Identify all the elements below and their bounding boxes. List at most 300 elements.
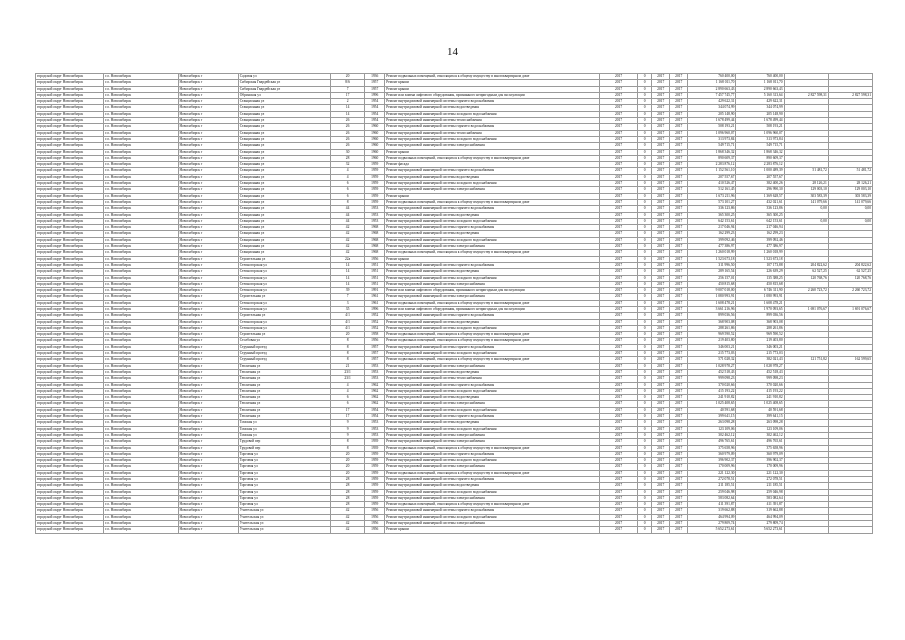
table-cell-cost_a: 1 000 489,39	[736, 168, 784, 174]
table-cell-plan_year: 2017	[599, 237, 637, 243]
table-cell-cost_total: 411 391,87	[688, 502, 736, 508]
table-cell-y2: 2017	[670, 407, 688, 413]
table-cell-settlement: Новосибирск г	[178, 470, 238, 476]
table-cell-cost_total: 760 400,00	[688, 74, 736, 80]
table-cell-y2: 2017	[670, 162, 688, 168]
table-cell-year: 1996	[365, 92, 385, 98]
table-cell-fund: 0	[638, 495, 652, 501]
table-cell-house: 28	[331, 155, 365, 161]
table-cell-city: г.о. Новосибирск	[104, 181, 178, 187]
table-cell-year: 1956	[365, 338, 385, 344]
table-cell-y2: 2017	[670, 118, 688, 124]
table-cell-house: 28	[331, 489, 365, 495]
table-cell-fund: 0	[638, 256, 652, 262]
table-cell-plan_year: 2017	[599, 369, 637, 375]
table-cell-settlement: Новосибирск г	[178, 477, 238, 483]
table-cell-house: 17	[331, 414, 365, 420]
table-cell-street: Степногорская ул	[238, 288, 330, 294]
table-cell-district: городской округ Новосибирск	[36, 451, 104, 457]
table-cell-year: 1959	[365, 199, 385, 205]
table-cell-fund: 0	[638, 445, 652, 451]
table-cell-fund: 0	[638, 470, 652, 476]
table-cell-plan_year: 2017	[599, 477, 637, 483]
table-cell-work: Ремонт внутридомовой инженерной системы водоотведения	[385, 212, 600, 218]
table-cell-city: г.о. Новосибирск	[104, 395, 178, 401]
table-cell-street: Станционная ул	[238, 111, 330, 117]
table-cell-settlement: Новосибирск г	[178, 458, 238, 464]
table-cell-city: г.о. Новосибирск	[104, 92, 178, 98]
table-cell-fund: 0	[638, 369, 652, 375]
table-cell-city: г.о. Новосибирск	[104, 130, 178, 136]
table-cell-settlement: Новосибирск г	[178, 105, 238, 111]
table-cell-house: 26	[331, 130, 365, 136]
table-cell-district: городской округ Новосибирск	[36, 338, 104, 344]
table-cell-plan_year: 2017	[599, 483, 637, 489]
table-cell-fund: 0	[638, 357, 652, 363]
table-cell-year: 1959	[365, 162, 385, 168]
table-cell-city: г.о. Новосибирск	[104, 269, 178, 275]
table-cell-district: городской округ Новосибирск	[36, 313, 104, 319]
table-cell-y2: 2017	[670, 508, 688, 514]
table-cell-y2: 2017	[670, 206, 688, 212]
table-cell-y1: 2017	[652, 495, 670, 501]
table-cell-street: Станционная ул	[238, 212, 330, 218]
table-cell-fund: 0	[638, 162, 652, 168]
table-cell-house: 17	[331, 92, 365, 98]
table-cell-y1: 2017	[652, 250, 670, 256]
table-cell-plan_year: 2017	[599, 218, 637, 224]
table-cell-district: городской округ Новосибирск	[36, 376, 104, 382]
table-cell-city: г.о. Новосибирск	[104, 451, 178, 457]
table-cell-plan_year: 2017	[599, 174, 637, 180]
table-cell-city: г.о. Новосибирск	[104, 414, 178, 420]
table-cell-city: г.о. Новосибирск	[104, 105, 178, 111]
table-cell-plan_year: 2017	[599, 470, 637, 476]
table-cell-cost_a: 217 046,94	[736, 225, 784, 231]
table-cell-y1: 2017	[652, 275, 670, 281]
table-cell-cost_c: 120 768,76	[828, 275, 872, 281]
table-cell-fund: 0	[638, 458, 652, 464]
table-cell-work: Ремонт подвальных помещений, относящихся к общему имуществу в многоквартирном доме	[385, 445, 600, 451]
table-cell-settlement: Новосибирск г	[178, 332, 238, 338]
table-cell-y1: 2017	[652, 288, 670, 294]
table-cell-street: Степногорская ул	[238, 325, 330, 331]
table-cell-cost_a: 40 591,68	[736, 407, 784, 413]
table-cell-district: городской округ Новосибирск	[36, 483, 104, 489]
table-cell-city: г.о. Новосибирск	[104, 99, 178, 105]
table-cell-plan_year: 2017	[599, 407, 637, 413]
table-cell-district: городской округ Новосибирск	[36, 74, 104, 80]
table-cell-y2: 2017	[670, 313, 688, 319]
table-cell-cost_a: 319 662,88	[736, 508, 784, 514]
table-cell-y2: 2017	[670, 294, 688, 300]
table-cell-plan_year: 2017	[599, 344, 637, 350]
table-cell-settlement: Новосибирск г	[178, 351, 238, 357]
table-cell-work: Ремонт внутридомовой инженерной системы холодного водоснабжения	[385, 275, 600, 281]
table-cell-street: Станционная ул	[238, 181, 330, 187]
table-cell-y1: 2017	[652, 193, 670, 199]
table-cell-city: г.о. Новосибирск	[104, 155, 178, 161]
table-cell-district: городской округ Новосибирск	[36, 206, 104, 212]
table-cell-y2: 2017	[670, 432, 688, 438]
table-body	[36, 74, 873, 534]
table-cell-y1: 2017	[652, 118, 670, 124]
table-cell-work: Ремонт подвальных помещений, относящихся к общему имуществу в многоквартирном доме	[385, 155, 600, 161]
table-cell-house: 42	[331, 508, 365, 514]
table-cell-settlement: Новосибирск г	[178, 86, 238, 92]
table-cell-house: 20	[331, 74, 365, 80]
table-cell-district: городской округ Новосибирск	[36, 369, 104, 375]
table-cell-settlement: Новосибирск г	[178, 256, 238, 262]
table-cell-cost_a: 999 098,23	[736, 376, 784, 382]
table-cell-city: г.о. Новосибирск	[104, 495, 178, 501]
table-cell-year: 1959	[365, 489, 385, 495]
table-cell-settlement: Новосибирск г	[178, 508, 238, 514]
table-cell-district: городской округ Новосибирск	[36, 363, 104, 369]
table-cell-cost_a: 760 400,00	[736, 74, 784, 80]
table-cell-cost_a: 382 021,43	[736, 357, 784, 363]
table-cell-cost_a: 211 185,51	[736, 483, 784, 489]
table-cell-house: 23/1	[331, 369, 365, 375]
table-cell-work: Ремонт внутридомовой инженерной системы электроснабжения	[385, 401, 600, 407]
table-cell-house: 42	[331, 250, 365, 256]
table-cell-y1: 2017	[652, 464, 670, 470]
table-cell-district: городской округ Новосибирск	[36, 495, 104, 501]
table-cell-city: г.о. Новосибирск	[104, 80, 178, 86]
table-cell-cost_a: 259 046,98	[736, 489, 784, 495]
table-cell-year: 1953	[365, 212, 385, 218]
table-cell-work: Ремонт подвальных помещений, относящихся к общему имуществу в многоквартирном доме	[385, 199, 600, 205]
table-cell-city: г.о. Новосибирск	[104, 332, 178, 338]
table-cell-cost_total: 571 028,32	[688, 357, 736, 363]
table-cell-cost_total: 1 168 011,70	[688, 80, 736, 86]
table-cell-fund: 0	[638, 155, 652, 161]
table-cell-fund: 0	[638, 225, 652, 231]
table-cell-work: Ремонт внутридомовой инженерной системы теплоснабжения	[385, 118, 600, 124]
table-cell-cost_b: 1 691 076,67	[784, 306, 828, 312]
table-cell-plan_year: 2017	[599, 155, 637, 161]
table-cell-house: 9	[331, 420, 365, 426]
table-cell-city: г.о. Новосибирск	[104, 376, 178, 382]
table-cell-city: г.о. Новосибирск	[104, 118, 178, 124]
table-cell-work: Ремонт внутридомовой инженерной системы холодного водоснабжения	[385, 351, 600, 357]
table-cell-year: 1996	[365, 306, 385, 312]
table-cell-cost_total: 410 526,47	[688, 181, 736, 187]
table-cell-street: Струнный проезд	[238, 357, 330, 363]
table-cell-cost_a: 241 910,82	[736, 395, 784, 401]
table-cell-work: Ремонт внутридомовой инженерной системы водоотведения	[385, 174, 600, 180]
table-cell-cost_total: 1 673 211,96	[688, 193, 736, 199]
table-cell-y2: 2017	[670, 92, 688, 98]
table-cell-fund: 0	[638, 351, 652, 357]
table-cell-settlement: Новосибирск г	[178, 395, 238, 401]
table-cell-plan_year: 2017	[599, 527, 637, 533]
table-cell-district: городской округ Новосибирск	[36, 218, 104, 224]
table-cell-year: 1952	[365, 313, 385, 319]
table-cell-year: 1960	[365, 130, 385, 136]
table-cell-cost_total: 9 007 018,00	[688, 288, 736, 294]
table-cell-district: городской округ Новосибирск	[36, 477, 104, 483]
table-cell-house: 4/1	[331, 325, 365, 331]
table-cell-y1: 2017	[652, 162, 670, 168]
table-cell-plan_year: 2017	[599, 275, 637, 281]
table-cell-y1: 2017	[652, 187, 670, 193]
table-cell-y1: 2017	[652, 483, 670, 489]
table-cell-district: городской округ Новосибирск	[36, 426, 104, 432]
table-cell-district: городской округ Новосибирск	[36, 174, 104, 180]
table-cell-fund: 0	[638, 80, 652, 86]
table-cell-street: Степногорская ул	[238, 269, 330, 275]
table-cell-cost_total: 1 152 561,10	[688, 168, 736, 174]
table-cell-plan_year: 2017	[599, 199, 637, 205]
table-cell-house: 44	[331, 206, 365, 212]
table-cell-y1: 2017	[652, 369, 670, 375]
table-cell-year: 1957	[365, 86, 385, 92]
table-cell-house: 6	[331, 193, 365, 199]
table-cell-district: городской округ Новосибирск	[36, 262, 104, 268]
table-cell-cost_total: 311 996,50	[688, 262, 736, 268]
table-cell-city: г.о. Новосибирск	[104, 508, 178, 514]
table-cell-city: г.о. Новосибирск	[104, 124, 178, 130]
table-cell-settlement: Новосибирск г	[178, 130, 238, 136]
table-cell-year: 1954	[365, 414, 385, 420]
table-cell-city: г.о. Новосибирск	[104, 294, 178, 300]
table-cell-district: городской округ Новосибирск	[36, 105, 104, 111]
table-cell-fund: 0	[638, 275, 652, 281]
table-cell-year: 1953	[365, 369, 385, 375]
table-cell-street: Сибирская Гвардейская ул	[238, 80, 330, 86]
table-cell-year: 1951	[365, 262, 385, 268]
table-cell-house: 14	[331, 281, 365, 287]
table-cell-street: Строительная ул	[238, 332, 330, 338]
table-cell-cost_a: 302 462,12	[736, 432, 784, 438]
table-cell-y1: 2017	[652, 432, 670, 438]
table-cell-cost_a: 432 021,61	[736, 199, 784, 205]
table-cell-cost_a: 1 369 628,57	[736, 193, 784, 199]
table-cell-city: г.о. Новосибирск	[104, 136, 178, 142]
table-cell-year: 1960	[365, 143, 385, 149]
table-cell-cost_a: 899 036,56	[736, 313, 784, 319]
table-cell-year: 1954	[365, 99, 385, 105]
table-cell-cost_c: 204 822,62	[828, 262, 872, 268]
table-cell-street: Степногорская ул	[238, 275, 330, 281]
table-cell-district: городской округ Новосибирск	[36, 256, 104, 262]
table-cell-y1: 2017	[652, 451, 670, 457]
table-cell-cost_total: 2 283 876,12	[688, 162, 736, 168]
table-cell-settlement: Новосибирск г	[178, 495, 238, 501]
table-cell-year: 1962	[365, 401, 385, 407]
table-cell-y2: 2017	[670, 483, 688, 489]
table-cell-street: Станционная ул	[238, 105, 330, 111]
table-cell-y1: 2017	[652, 420, 670, 426]
table-cell-fund: 0	[638, 489, 652, 495]
table-cell-work: Ремонт внутридомовой инженерной системы холодного водоснабжения	[385, 489, 600, 495]
table-cell-year: 1959	[365, 464, 385, 470]
table-cell-plan_year: 2017	[599, 294, 637, 300]
table-cell-settlement: Новосибирск г	[178, 363, 238, 369]
table-cell-city: г.о. Новосибирск	[104, 502, 178, 508]
table-cell-y2: 2017	[670, 502, 688, 508]
table-cell-street: Станционная ул	[238, 168, 330, 174]
table-cell-work: Ремонт внутридомовой инженерной системы водоотведения	[385, 319, 600, 325]
table-cell-street: Степногорская ул	[238, 306, 330, 312]
table-cell-settlement: Новосибирск г	[178, 136, 238, 142]
table-cell-y1: 2017	[652, 92, 670, 98]
table-cell-street: Торговая ул	[238, 458, 330, 464]
table-cell-y2: 2017	[670, 269, 688, 275]
table-cell-city: г.о. Новосибирск	[104, 527, 178, 533]
table-cell-y1: 2017	[652, 143, 670, 149]
table-cell-year: 1954	[365, 111, 385, 117]
table-cell-house: 9	[331, 426, 365, 432]
table-cell-street: Станционная ул	[238, 218, 330, 224]
table-cell-house: 44	[331, 212, 365, 218]
table-cell-y2: 2017	[670, 514, 688, 520]
table-cell-house: 39	[331, 288, 365, 294]
table-cell-district: городской округ Новосибирск	[36, 275, 104, 281]
table-cell-house: 28	[331, 495, 365, 501]
table-cell-y1: 2017	[652, 74, 670, 80]
table-cell-house: 26	[331, 136, 365, 142]
table-cell-y1: 2017	[652, 458, 670, 464]
table-cell-cost_b: 303 583,39	[784, 193, 828, 199]
table-cell-cost_total: 272 078,51	[688, 477, 736, 483]
table-cell-house: 6	[331, 187, 365, 193]
table-cell-y1: 2017	[652, 225, 670, 231]
table-cell-work: Ремонт подвальных помещений, относящихся к общему имуществу в многоквартирном доме	[385, 250, 600, 256]
table-cell-y2: 2017	[670, 149, 688, 155]
table-cell-y1: 2017	[652, 269, 670, 275]
table-cell-street: Станционная ул	[238, 143, 330, 149]
table-cell-settlement: Новосибирск г	[178, 92, 238, 98]
table-row	[36, 527, 873, 533]
table-cell-cost_total: 207 557,67	[688, 174, 736, 180]
table-cell-year: 1959	[365, 174, 385, 180]
table-cell-work: Ремонт внутридомовой инженерной системы горячего водоснабжения	[385, 508, 600, 514]
table-cell-city: г.о. Новосибирск	[104, 231, 178, 237]
table-cell-cost_total: 1 608 478,21	[688, 300, 736, 306]
table-cell-fund: 0	[638, 344, 652, 350]
table-cell-y2: 2017	[670, 458, 688, 464]
table-cell-city: г.о. Новосибирск	[104, 225, 178, 231]
table-cell-city: г.о. Новосибирск	[104, 382, 178, 388]
table-cell-district: городской округ Новосибирск	[36, 149, 104, 155]
table-cell-settlement: Новосибирск г	[178, 181, 238, 187]
table-cell-cost_b: 141 079,66	[784, 199, 828, 205]
table-cell-work: Ремонт крыши	[385, 256, 600, 262]
table-cell-settlement: Новосибирск г	[178, 420, 238, 426]
table-cell-work: Ремонт внутридомовой инженерной системы электроснабжения	[385, 244, 600, 250]
table-cell-work: Ремонт крыши	[385, 527, 600, 533]
table-cell-house: 8	[331, 439, 365, 445]
table-cell-district: городской округ Новосибирск	[36, 395, 104, 401]
table-cell-settlement: Новосибирск г	[178, 502, 238, 508]
table-cell-house: 20	[331, 332, 365, 338]
table-cell-district: городской округ Новосибирск	[36, 124, 104, 130]
table-cell-district: городской округ Новосибирск	[36, 357, 104, 363]
table-cell-street: Тепличная ул	[238, 382, 330, 388]
table-cell-cost_b: 120 768,76	[784, 275, 828, 281]
table-cell-district: городской округ Новосибирск	[36, 181, 104, 187]
table-cell-street: Торговая ул	[238, 477, 330, 483]
table-cell-y1: 2017	[652, 332, 670, 338]
table-cell-cost_total: 368 903,08	[688, 319, 736, 325]
table-cell-district: городской округ Новосибирск	[36, 464, 104, 470]
table-cell-settlement: Новосибирск г	[178, 281, 238, 287]
table-cell-y2: 2017	[670, 420, 688, 426]
table-cell-y1: 2017	[652, 218, 670, 224]
table-cell-street: Торговая ул	[238, 464, 330, 470]
table-cell-plan_year: 2017	[599, 495, 637, 501]
table-cell-y1: 2017	[652, 111, 670, 117]
table-cell-settlement: Новосибирск г	[178, 237, 238, 243]
table-cell-city: г.о. Новосибирск	[104, 162, 178, 168]
table-cell-cost_c: 2 260 723,72	[828, 288, 872, 294]
table-cell-street: Томская ул	[238, 426, 330, 432]
table-cell-house: 4	[331, 174, 365, 180]
table-cell-cost_total: 496 765,61	[688, 439, 736, 445]
table-cell-settlement: Новосибирск г	[178, 294, 238, 300]
table-cell-work: Ремонт подвальных помещений, относящихся к общему имуществу в многоквартирном доме	[385, 74, 600, 80]
table-cell-y1: 2017	[652, 99, 670, 105]
table-cell-settlement: Новосибирск г	[178, 262, 238, 268]
table-cell-house: 32	[331, 162, 365, 168]
table-cell-y1: 2017	[652, 237, 670, 243]
table-cell-street: Торговая ул	[238, 502, 330, 508]
table-cell-house: 26	[331, 124, 365, 130]
table-cell-y2: 2017	[670, 382, 688, 388]
table-cell-plan_year: 2017	[599, 111, 637, 117]
table-cell-city: г.о. Новосибирск	[104, 426, 178, 432]
table-cell-city: г.о. Новосибирск	[104, 439, 178, 445]
table-cell-settlement: Новосибирск г	[178, 313, 238, 319]
table-cell-plan_year: 2017	[599, 489, 637, 495]
table-cell-year: 1951	[365, 275, 385, 281]
table-cell-fund: 0	[638, 288, 652, 294]
table-cell-house: 8	[331, 351, 365, 357]
table-cell-fund: 0	[638, 382, 652, 388]
table-cell-year: 1953	[365, 363, 385, 369]
table-cell-street: Сибирская Гвардейская ул	[238, 86, 330, 92]
table-cell-work: Ремонт или замена лифтового оборудования, признанного непригодным для эксплуатации	[385, 288, 600, 294]
table-cell-city: г.о. Новосибирск	[104, 401, 178, 407]
table-cell-cost_total: 259 046,98	[688, 489, 736, 495]
table-cell-street: Трудовой пер	[238, 439, 330, 445]
table-cell-cost_total: 217 046,94	[688, 225, 736, 231]
table-cell-cost_total: 205 148,90	[688, 111, 736, 117]
table-cell-city: г.о. Новосибирск	[104, 445, 178, 451]
table-cell-street: Тепличная ул	[238, 407, 330, 413]
table-cell-plan_year: 2017	[599, 281, 637, 287]
table-cell-settlement: Новосибирск г	[178, 414, 238, 420]
page-number: 14	[447, 46, 458, 58]
table-cell-settlement: Новосибирск г	[178, 451, 238, 457]
table-cell-fund: 0	[638, 363, 652, 369]
table-cell-plan_year: 2017	[599, 395, 637, 401]
table-cell-district: городской округ Новосибирск	[36, 118, 104, 124]
table-cell-y1: 2017	[652, 395, 670, 401]
table-cell-street: Садовая ул	[238, 74, 330, 80]
table-cell-district: городской округ Новосибирск	[36, 344, 104, 350]
table-cell-fund: 0	[638, 237, 652, 243]
table-cell-work: Ремонт внутридомовой инженерной системы холодного водоснабжения	[385, 407, 600, 413]
table-cell-street: Трудовой пер	[238, 445, 330, 451]
table-cell-plan_year: 2017	[599, 458, 637, 464]
table-cell-cost_a: 1 028 978,27	[736, 363, 784, 369]
table-cell-house: 4/1	[331, 319, 365, 325]
table-cell-y2: 2017	[670, 168, 688, 174]
table-cell-year: 1960	[365, 149, 385, 155]
